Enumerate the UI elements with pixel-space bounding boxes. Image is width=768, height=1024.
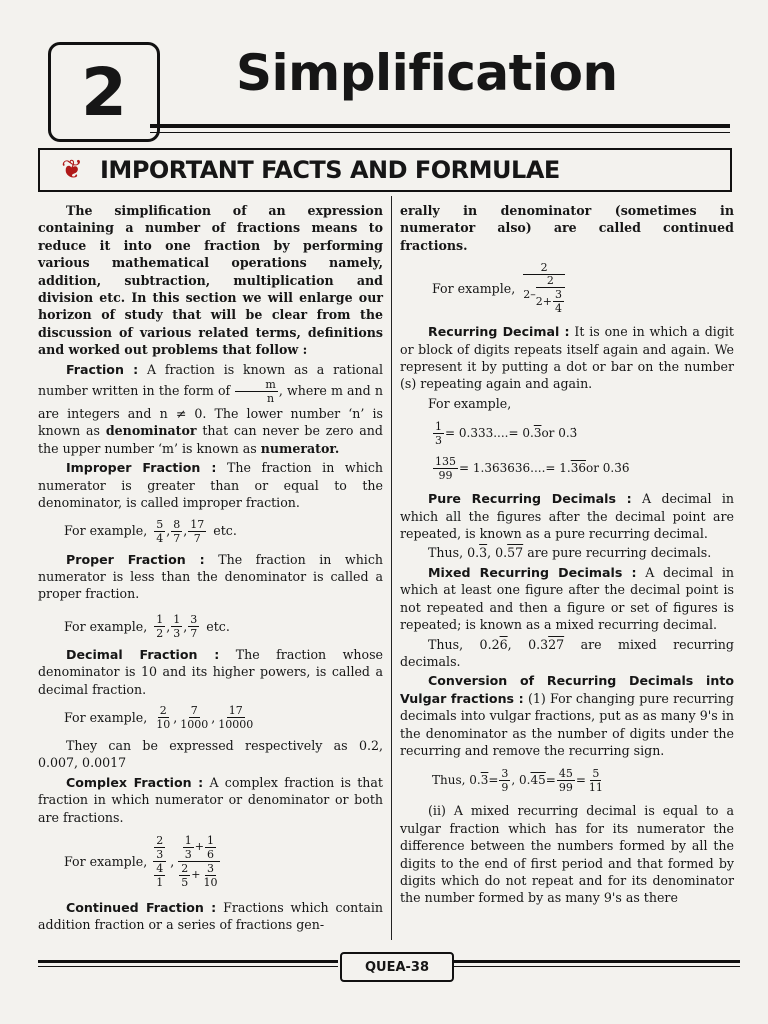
denominator: 11 xyxy=(588,781,603,795)
text: A complex fraction is that fraction in which numerator or denominator or both are fractions. xyxy=(38,774,383,825)
numerator: 3 xyxy=(554,288,562,302)
fraction xyxy=(154,862,165,889)
recurring-digits: 3 xyxy=(533,426,542,441)
proper-definition xyxy=(38,551,383,603)
text: Thus, 0. xyxy=(432,773,481,788)
denominator: 7 xyxy=(173,531,181,545)
complex-fraction-b xyxy=(178,834,220,889)
numerator: 17 xyxy=(190,517,205,531)
text: Thus, 0.2 xyxy=(428,636,500,652)
alt: or 0.3̇6̇ xyxy=(585,461,630,476)
denominator: 2 xyxy=(156,626,164,640)
numerator: 1 xyxy=(156,612,164,626)
title-rule-thin xyxy=(150,132,730,133)
improper-example: For example, $\frac{5}{4}$ , $\frac{8}{7}$ , $\frac{17}{7}$ etc. xyxy=(64,517,237,545)
text: The fraction whose denominator is 10 and its higher powers, is called a decimal fraction. xyxy=(38,646,383,697)
chapter-number-box xyxy=(48,42,160,142)
recurring-definition xyxy=(400,323,734,393)
text: are mixed recurring decimals. xyxy=(400,636,734,669)
value: = 1.363636....= 1. xyxy=(459,461,571,476)
title-rule xyxy=(150,124,730,128)
mixed-conversion-rule: (ii) A mixed recurring decimal is equal to a vulgar fraction which has for its numerator the difference between the numbers formed by all the digits to the end of first period and that formed by digits which do not repeat and for its denominator the number formed by as many 9's as there xyxy=(400,803,734,906)
term-mixed: Mixed Recurring Decimals : xyxy=(428,564,637,580)
term-continued: Continued Fraction : xyxy=(66,899,217,915)
alt: or 0.3̇ xyxy=(541,426,578,441)
recurring-digits: 45 xyxy=(530,773,546,788)
example-label: For example, xyxy=(64,853,148,869)
section-banner xyxy=(38,148,732,192)
denominator: 10 xyxy=(156,717,171,731)
fraction xyxy=(179,862,190,889)
proper-example: For example, $\frac{1}{2}$ , $\frac{1}{3}$ , $\frac{3}{7}$ etc. xyxy=(64,612,230,640)
fraction xyxy=(171,613,182,640)
term-complex: Complex Fraction : xyxy=(66,774,204,790)
recurring-example-label: For example, xyxy=(428,395,512,411)
text: The fraction in which numerator is less than the denominator is called a proper fraction. xyxy=(38,551,383,602)
recurring-example-1 xyxy=(432,420,734,447)
text: that can never be zero and the upper number ‘m’ is known as xyxy=(38,423,383,456)
decimal-expressed: They can be expressed respectively as 0.2, 0.007, 0.0017 xyxy=(38,737,383,771)
term-recurring: Recurring Decimal : xyxy=(428,324,570,340)
numerator: 5 xyxy=(156,517,164,531)
numerator: 5 xyxy=(592,767,600,781)
text: A decimal in which all the figures after the decimal point are repeated, is known as a pure recurring decimal. xyxy=(400,491,734,542)
etc: etc. xyxy=(206,618,230,634)
complex-numerator: $\frac{1}{3}$ + $\frac{1}{6}$ xyxy=(184,833,214,861)
numerator: 1 xyxy=(173,612,181,626)
text: , 0. xyxy=(511,773,531,788)
denominator: 7 xyxy=(193,531,201,545)
left-column xyxy=(38,202,383,936)
fraction xyxy=(178,704,210,731)
numerator: 1 xyxy=(435,420,442,434)
numerator: 7 xyxy=(190,703,198,717)
example-label: For example, xyxy=(64,618,148,634)
operator: – xyxy=(530,288,536,302)
numerator: m xyxy=(235,378,277,392)
term-continued-fractions: continued fractions. xyxy=(400,220,734,253)
text: (1) For changing pure recurring decimals into vulgar fractions, put as as many 9's in the denominator as the number of digits under the recurring and remove the recurring sign. xyxy=(400,690,734,758)
fraction xyxy=(188,613,199,640)
mixed-example xyxy=(400,636,734,671)
page-number: QUEA-38 xyxy=(340,952,454,982)
term-denominator: denominator xyxy=(105,423,197,439)
text: It is one in which a digit or block of digits repeats itself again and again. We represent it by putting a dot or bar on the number (s) repeating again and again. xyxy=(400,324,734,392)
continued-example xyxy=(432,262,734,315)
text: , where m and n are integers and n ≠ 0. The lower number ‘n’ is known as xyxy=(38,383,383,439)
numerator: 45 xyxy=(558,767,573,781)
recurring-example-2 xyxy=(432,455,734,482)
numerator: 3 xyxy=(501,767,509,781)
text: erally in denominator (sometimes in numerator also) are called xyxy=(400,203,734,236)
text: A fraction is known as a rational number written in the form of xyxy=(38,361,383,399)
fraction xyxy=(587,767,605,794)
decimal-definition xyxy=(38,646,383,698)
denominator: 3 xyxy=(173,626,181,640)
improper-definition xyxy=(38,459,383,511)
example-label: For example, xyxy=(432,281,516,297)
numerator: 2 xyxy=(540,261,548,275)
chapter-title: Simplification xyxy=(236,44,618,102)
numerator: 8 xyxy=(173,517,181,531)
denominator: 1 xyxy=(156,875,164,889)
complex-example: For example, $\frac{2}{3}$ $\frac{4}{1}$ , $\frac{1}{3}$ + $\frac{1}{6}$ $\frac{2}{5}$ + $\frac{3}{10}$ xyxy=(64,834,383,889)
etc: etc. xyxy=(213,523,237,539)
denominator: 99 xyxy=(438,469,453,483)
level-1 xyxy=(523,275,565,315)
fraction xyxy=(205,834,216,861)
value: = 0.333....= 0. xyxy=(445,426,534,441)
right-column xyxy=(400,202,734,909)
term-conversion: Conversion of Recurring Decimals into Vulgar fractions : xyxy=(400,673,734,706)
whole: 2 xyxy=(535,294,543,308)
pure-example xyxy=(400,544,734,561)
denominator: 10 xyxy=(203,875,218,889)
example-label: For example, xyxy=(64,523,148,539)
text: The fraction in which numerator is greater than or equal to the denominator, is called improper fraction. xyxy=(38,460,383,511)
term-improper: Improper Fraction : xyxy=(66,460,217,476)
denominator: 4 xyxy=(156,531,164,545)
numerator: 2 xyxy=(181,861,189,875)
denominator: 10000 xyxy=(218,717,254,731)
fraction xyxy=(557,767,575,794)
fraction xyxy=(171,518,182,545)
denominator: 3 xyxy=(156,847,164,861)
denominator: 99 xyxy=(558,781,573,795)
text: A decimal in which at least one figure after the decimal point is not repeated and then a figure or set of figures is repeated; is known as a mixed recurring decimal. xyxy=(400,564,734,633)
term-pure: Pure Recurring Decimals : xyxy=(428,491,632,507)
fraction xyxy=(216,704,255,731)
fraction xyxy=(154,613,165,640)
denominator: 3 xyxy=(435,434,442,448)
operator: + xyxy=(542,294,552,308)
fraction xyxy=(154,834,165,861)
denominator: 4 xyxy=(554,302,562,316)
text: are pure recurring decimals. xyxy=(523,545,712,561)
recurring-digits: 3 xyxy=(480,773,489,788)
footer-rule-left-thin xyxy=(38,966,338,967)
intro-paragraph: The simplification of an expression containing a number of fractions means to reduce it into one fraction by performing various mathematical operations namely, addition, subtraction, multiplication and division etc. In this section we will enlarge our horizon of study that will be clear from the discussion of various related terms, definitions and worked out problems that follow : xyxy=(38,203,383,358)
numerator: 1 xyxy=(206,833,214,847)
section-title: IMPORTANT FACTS AND FORMULAE xyxy=(100,156,560,184)
text: , 0.3 xyxy=(507,636,549,652)
footer-rule-right-thin xyxy=(450,966,740,967)
fraction xyxy=(183,834,194,861)
recurring-digits: 6 xyxy=(499,636,508,652)
numerator: 2 xyxy=(159,703,167,717)
operator: = xyxy=(488,773,499,788)
mixed-definition xyxy=(400,564,734,634)
complex-definition xyxy=(38,774,383,826)
whole: 2 xyxy=(523,288,531,302)
pure-definition xyxy=(400,490,734,542)
fraction xyxy=(499,767,510,794)
recurring-digits: 36 xyxy=(570,461,586,476)
numerator: 1 xyxy=(184,833,192,847)
continued-definition xyxy=(38,899,383,934)
complex-denominator: $\frac{2}{5}$ + $\frac{3}{10}$ xyxy=(181,861,218,889)
denominator: n xyxy=(267,392,275,406)
fraction xyxy=(188,518,206,545)
footer-rule-left xyxy=(38,960,338,963)
column-divider xyxy=(391,196,392,940)
text: , 0. xyxy=(487,545,508,561)
nested xyxy=(536,275,565,315)
numerator: 2 xyxy=(546,274,554,288)
complex-fraction-a xyxy=(153,834,166,889)
fraction xyxy=(201,862,219,889)
fraction xyxy=(553,288,564,315)
continued-cont xyxy=(400,202,734,254)
fraction-definition xyxy=(38,361,383,458)
denominator: 7 xyxy=(190,626,198,640)
denominator: 6 xyxy=(206,847,214,861)
fraction xyxy=(433,420,444,447)
denominator: 1000 xyxy=(180,717,209,731)
text: Fractions which contain addition fraction or a series of fractions gen- xyxy=(38,899,383,933)
denominator: 9 xyxy=(501,781,509,795)
denominator: 3 xyxy=(184,847,192,861)
numerator: 3 xyxy=(206,861,214,875)
numerator: 135 xyxy=(435,455,456,469)
conversion-example xyxy=(432,767,734,794)
numerator: 17 xyxy=(228,703,243,717)
fraction-m-over-n xyxy=(235,378,277,405)
footer-rule-right xyxy=(450,960,740,963)
example-label: For example, xyxy=(64,709,148,725)
level-2 xyxy=(536,288,565,315)
recurring-digits: 27 xyxy=(548,636,565,652)
recurring-digits: 3 xyxy=(479,545,488,561)
fraction xyxy=(154,518,165,545)
term-proper: Proper Fraction : xyxy=(66,551,205,567)
conversion-definition xyxy=(400,672,734,759)
numerator: 2 xyxy=(156,833,164,847)
term-decimal: Decimal Fraction : xyxy=(66,646,220,662)
term-numerator: numerator. xyxy=(260,440,340,456)
recurring-digits: 57 xyxy=(507,545,524,561)
denominator: 5 xyxy=(181,875,189,889)
operator: = xyxy=(575,773,586,788)
fleuron-icon: ❦ xyxy=(61,155,83,185)
decimal-example: For example, $\frac{2}{10}$ , $\frac{7}{1000}$ , $\frac{17}{10000}$ xyxy=(64,703,254,731)
fraction xyxy=(433,455,458,482)
operator: = xyxy=(545,773,556,788)
fraction xyxy=(154,704,172,731)
numerator: 3 xyxy=(190,612,198,626)
numerator: 4 xyxy=(156,861,164,875)
continued-fraction xyxy=(523,262,565,315)
chapter-number: 2 xyxy=(81,53,127,131)
term-fraction: Fraction : xyxy=(66,361,139,377)
text: Thus, 0. xyxy=(428,545,480,561)
